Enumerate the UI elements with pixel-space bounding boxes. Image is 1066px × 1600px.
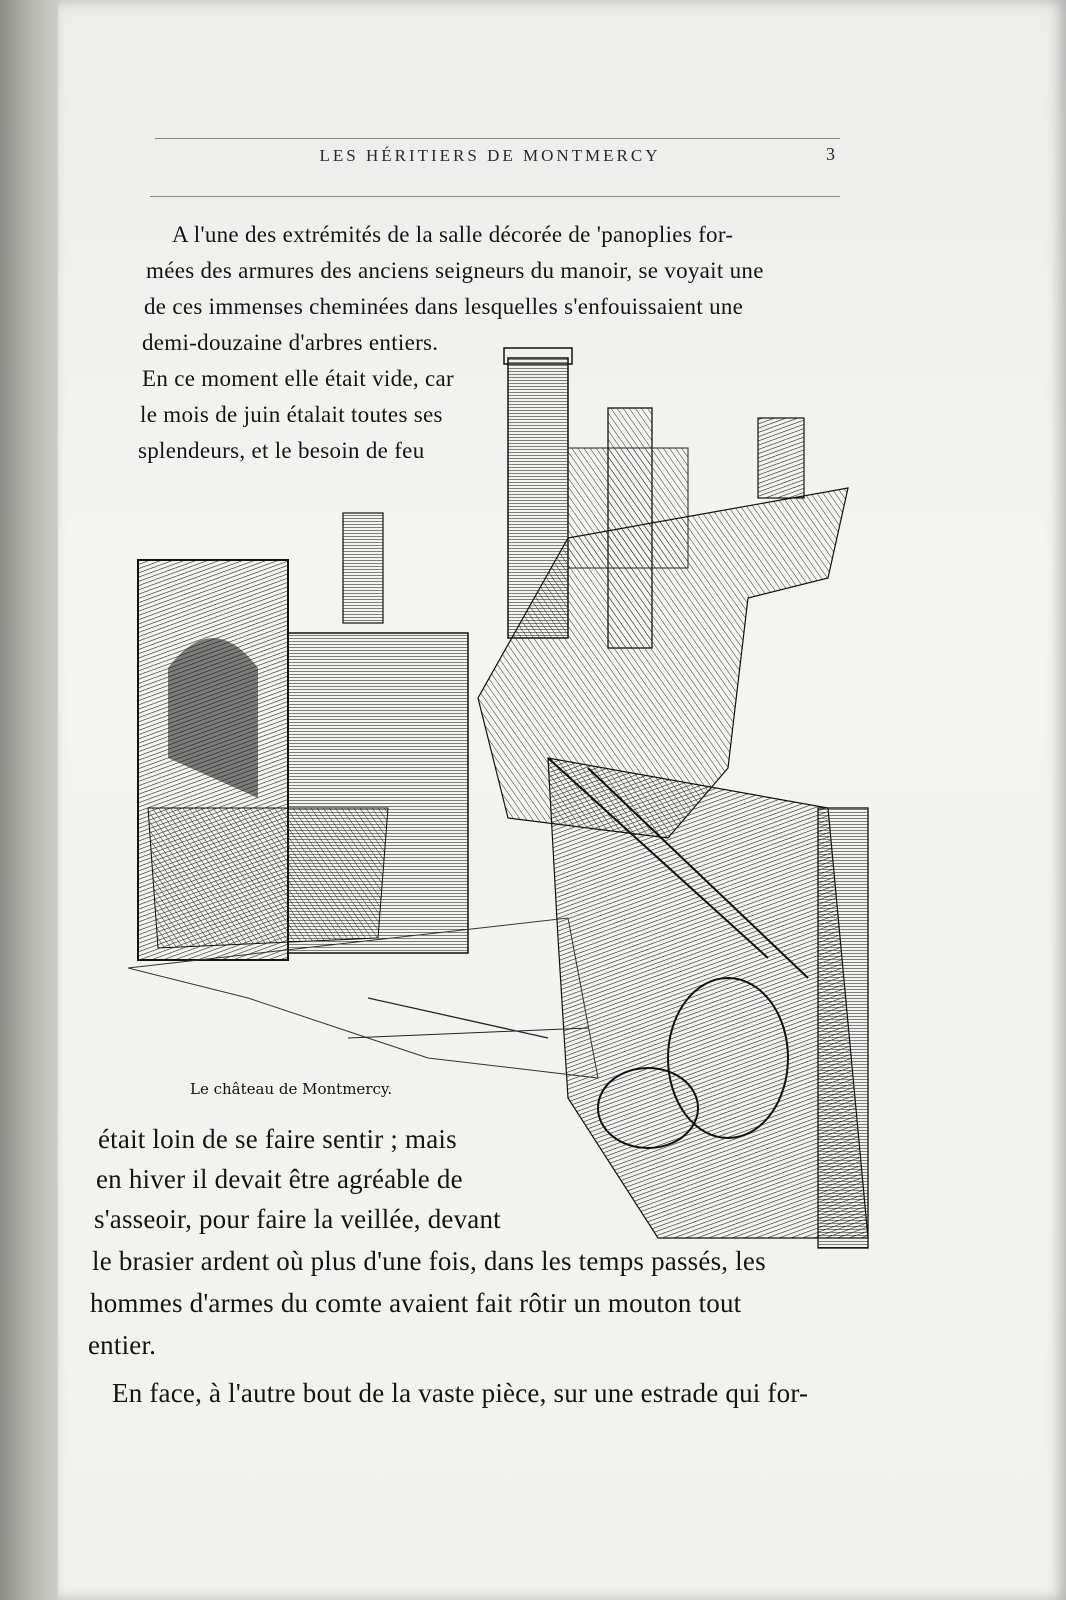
text-line: mées des armures des anciens seigneurs du manoir, se voyait une: [146, 258, 764, 283]
text-line: le brasier ardent où plus d'une fois, dans les temps passés, les: [92, 1246, 766, 1276]
text-line: en hiver il devait être agréable de: [96, 1164, 463, 1194]
text-line: s'asseoir, pour faire la veillée, devant: [94, 1204, 501, 1234]
header-rule-top: [155, 138, 840, 139]
text-line: En face, à l'autre bout de la vaste pièce, sur une estrade qui for-: [112, 1378, 809, 1408]
castle-engraving: [128, 338, 880, 1250]
text-line: entier.: [88, 1330, 157, 1360]
text-line: hommes d'armes du comte avaient fait rôtir un mouton tout: [90, 1288, 742, 1318]
text-line: A l'une des extrémités de la salle décorée de 'panoplies for-: [172, 222, 734, 247]
text-line: demi-douzaine d'arbres entiers.: [142, 330, 439, 355]
text-line: En ce moment elle était vide, car: [142, 366, 454, 391]
running-title: LES HÉRITIERS DE MONTMERCY: [319, 146, 661, 165]
text-line: de ces immenses cheminées dans lesquelles s'enfouissaient une: [144, 294, 744, 319]
text-line: le mois de juin étalait toutes ses: [140, 402, 443, 427]
page-number: 3: [826, 144, 835, 164]
header-rule-bottom: [150, 196, 840, 197]
text-line: était loin de se faire sentir ; mais: [98, 1124, 457, 1154]
illustration-caption: Le château de Montmercy.: [190, 1080, 393, 1098]
text-line: splendeurs, et le besoin de feu: [138, 438, 425, 463]
